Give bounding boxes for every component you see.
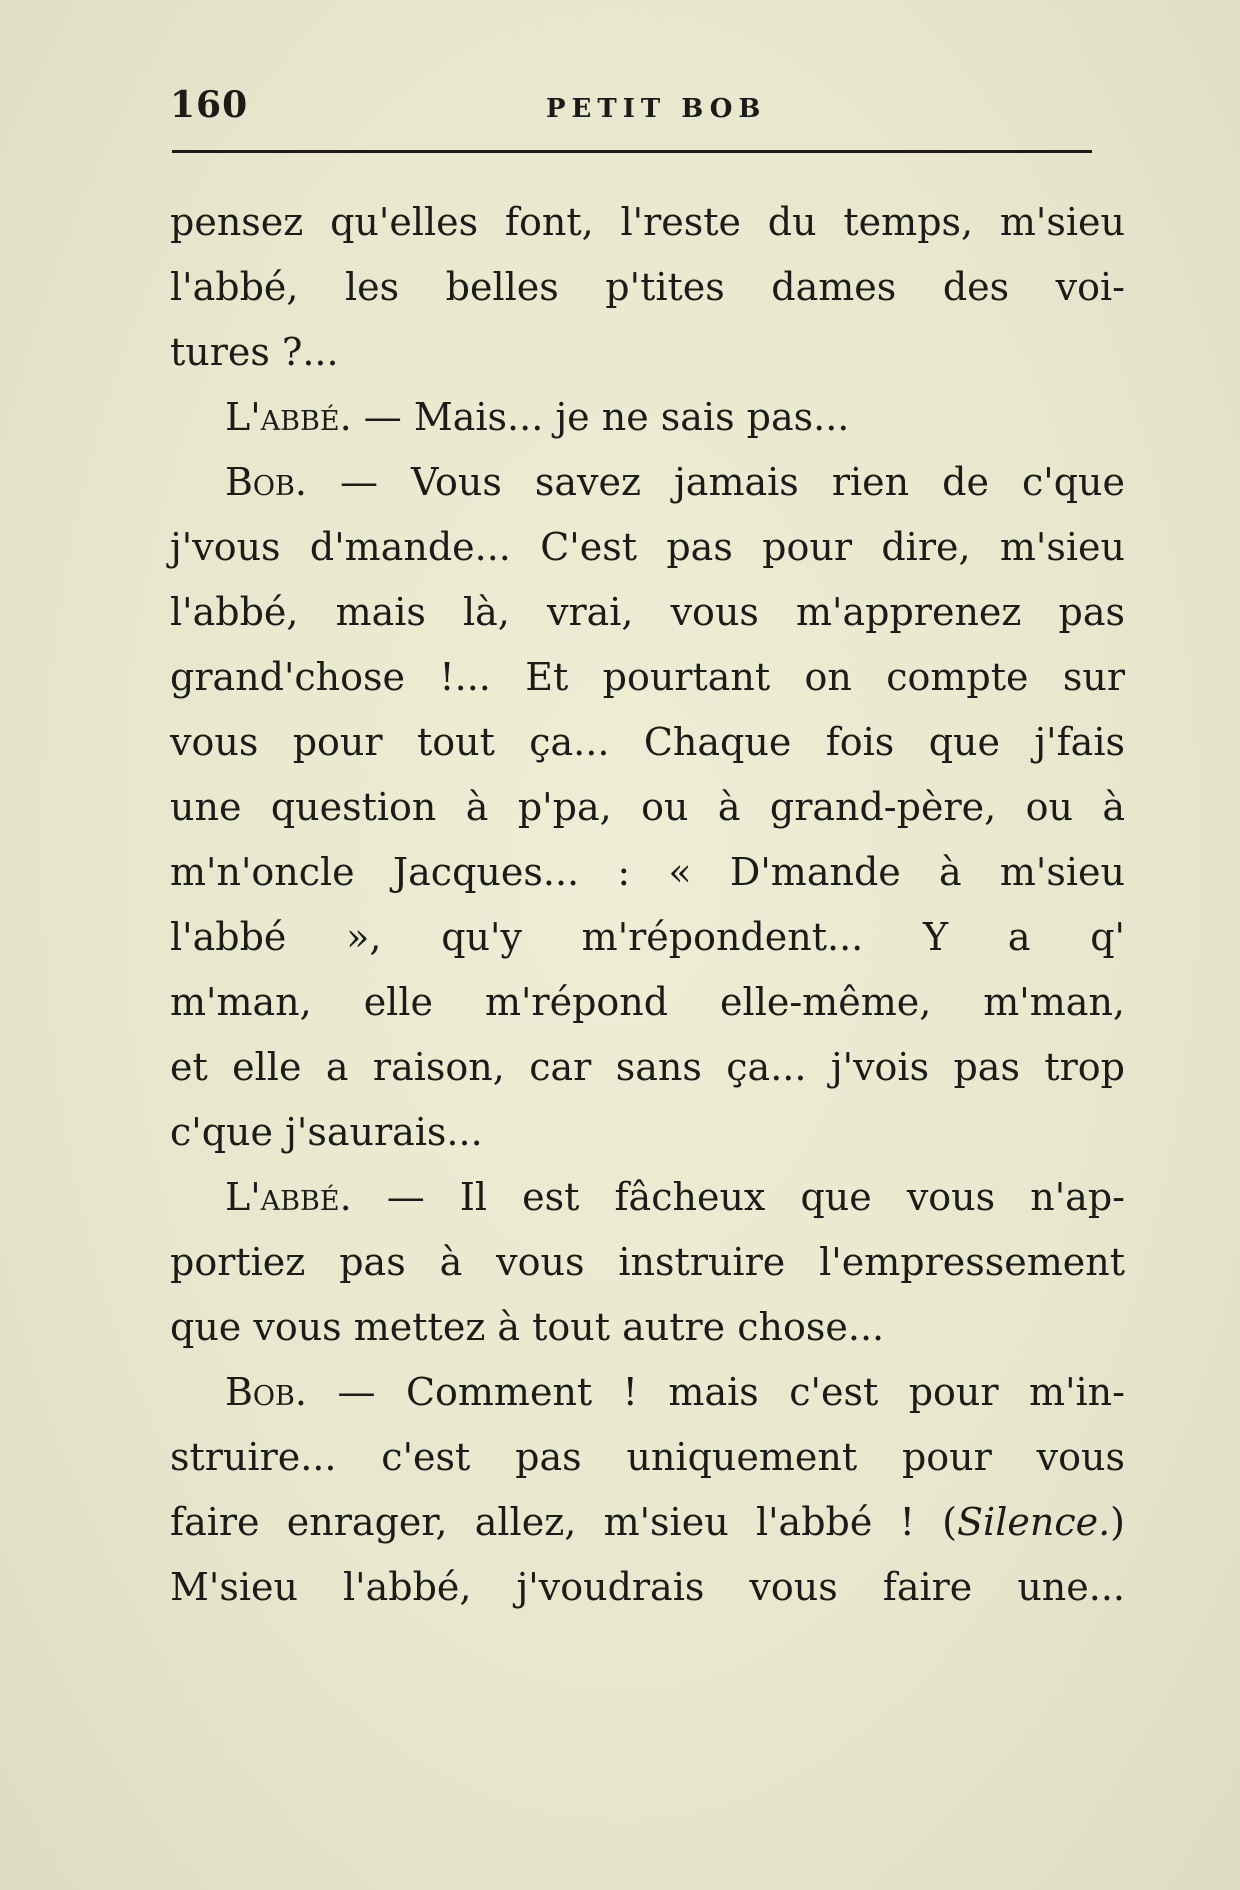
dialogue-line xyxy=(170,450,1125,515)
page-header xyxy=(170,84,1090,134)
text-line: portiez pas à vous instruire l'empressement xyxy=(170,1240,1125,1284)
text-line: et elle a raison, car sans ça... j'vois pas trop xyxy=(170,1045,1125,1089)
text-line: l'abbé, les belles p'tites dames des voi- xyxy=(170,265,1125,309)
running-title: PETIT BOB xyxy=(546,94,767,124)
text-fragment: faire enrager, allez, m'sieu l'abbé ! ( xyxy=(170,1500,958,1544)
dialogue-line xyxy=(170,1165,1125,1230)
speaker-name: L'abbé. xyxy=(225,395,352,439)
text-line xyxy=(170,1490,1125,1555)
body-text xyxy=(170,190,1125,1620)
dialogue-line xyxy=(170,385,1125,450)
stage-direction: Silence. xyxy=(957,1500,1111,1544)
text-line: m'n'oncle Jacques... : « D'mande à m'sieu xyxy=(170,850,1125,894)
page-number: 160 xyxy=(170,84,249,126)
text-line: j'vous d'mande... C'est pas pour dire, m'sieu xyxy=(170,525,1125,569)
header-rule xyxy=(172,150,1092,153)
speaker-name: Bob. xyxy=(225,460,307,504)
text-line: l'abbé, mais là, vrai, vous m'apprenez pas xyxy=(170,590,1125,634)
speech-text: — Comment ! mais c'est pour m'in- xyxy=(337,1370,1125,1414)
text-line: grand'chose !... Et pourtant on compte sur xyxy=(170,655,1125,699)
text-line: que vous mettez à tout autre chose... xyxy=(170,1305,885,1349)
text-line: vous pour tout ça... Chaque fois que j'fais xyxy=(170,720,1125,764)
text-fragment: ) xyxy=(1110,1500,1125,1544)
text-line: l'abbé », qu'y m'répondent... Y a q' xyxy=(170,915,1125,959)
text-line: c'que j'saurais... xyxy=(170,1110,483,1154)
text-line: une question à p'pa, ou à grand-père, ou à xyxy=(170,785,1125,829)
text-line: pensez qu'elles font, l'reste du temps, m'sieu xyxy=(170,200,1125,244)
text-line: tures ?... xyxy=(170,330,339,374)
text-line: struire... c'est pas uniquement pour vous xyxy=(170,1435,1125,1479)
text-line: M'sieu l'abbé, j'voudrais vous faire une... xyxy=(170,1565,1125,1609)
dialogue-line xyxy=(170,1360,1125,1425)
speaker-name: L'abbé. xyxy=(225,1175,352,1219)
text-line: m'man, elle m'répond elle-même, m'man, xyxy=(170,980,1125,1024)
speaker-name: Bob. xyxy=(225,1370,307,1414)
speech-text: — Vous savez jamais rien de c'que xyxy=(340,460,1125,504)
speech-text: — Il est fâcheux que vous n'ap- xyxy=(386,1175,1125,1219)
speech-text: — Mais... je ne sais pas... xyxy=(363,395,850,439)
